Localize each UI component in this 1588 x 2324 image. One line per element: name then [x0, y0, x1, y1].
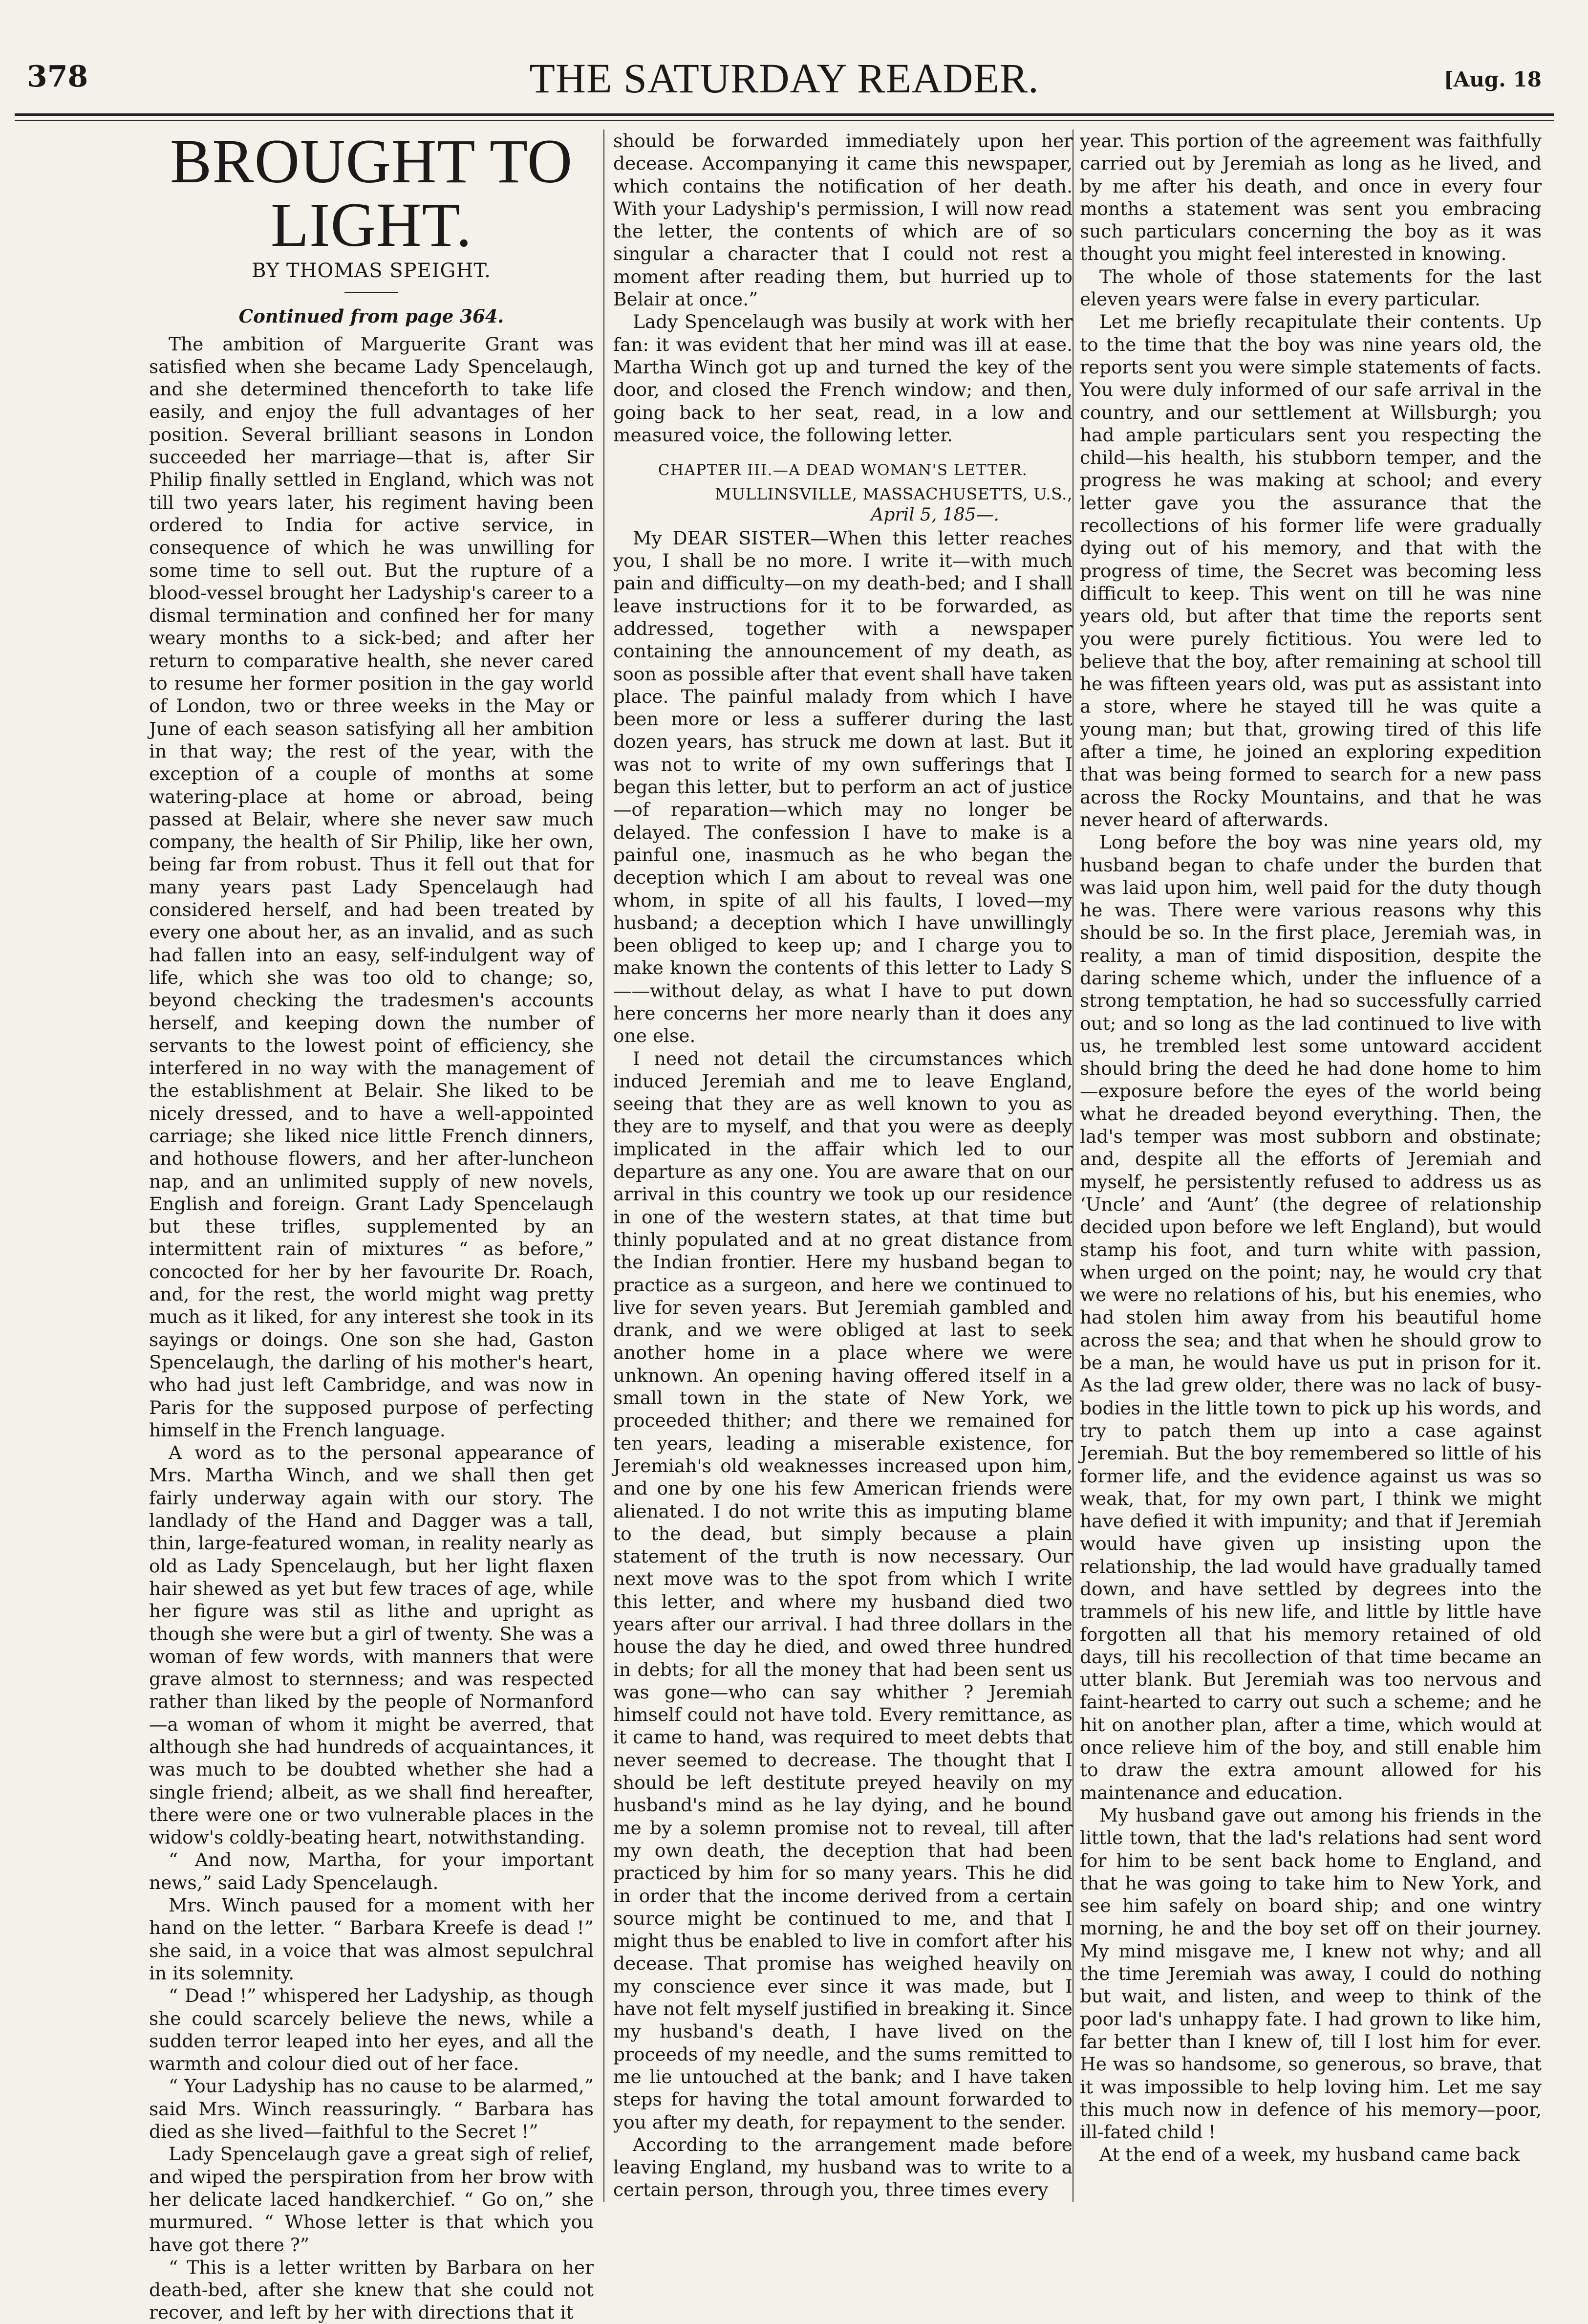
header-rule: [15, 113, 1554, 116]
paragraph: “ And now, Martha, for your important news,” said Lady Spencelaugh.: [149, 1849, 594, 1893]
issue-date: [Aug. 18: [1443, 67, 1542, 91]
paragraph: “ This is a letter written by Barbara on her death-bed, after she knew that she could not recover, and left by her with directions that it: [149, 2256, 594, 2324]
paragraph: The ambition of Marguerite Grant was satisfied when she became Lady Spencelaugh, and she determined thenceforth to take life easily, and enjoy the full advantages of her position. Several brilliant seasons in London succeeded her marriage—that is, after Sir Philip finally settled in England, which was not till two years later, his regiment having been ordered to India for active service, in consequence of which he was unwilling for some time to sell out. But the rupture of a blood-vessel brought her Ladyship's career to a dismal termination and confined her for many weary months to a sick-bed; and after her return to comparative health, she never cared to resume her former position in the gay world of London, two or three weeks in the May or June of each season satisfying all her ambition in that way; the rest of the year, with the exception of a couple of months at some watering-place at home or abroad, being passed at Belair, where she never saw much company, the health of Sir Philip, like her own, being far from robust. Thus it fell out that for many years past Lady Spencelaugh had considered herself, and had been treated by every one about her, as an invalid, and as such had fallen into an easy, self-indulgent way of life, which she was too old to change; so, beyond checking the tradesmen's accounts herself, and keeping down the number of servants to the lowest point of efficiency, she interfered in no way with the management of the establishment at Belair. She liked to be nicely dressed, and to have a well-appointed carriage; she liked nice little French dinners, and hothouse flowers, and her after-luncheon nap, and an unlimited supply of new novels, English and foreign. Grant Lady Spencelaugh but these trifles, supplemented by an intermittent rain of mixtures “ as before,” concocted for her by her favourite Dr. Roach, and, for the rest, the world might wag pretty much as it liked, for any interest she took in its sayings or doings. One son she had, Gaston Spencelaugh, the darling of his mother's heart, who had just left Cambridge, and was now in Paris for the supposed purpose of perfecting himself in the French language.: [149, 333, 594, 1441]
article-byline: BY THOMAS SPEIGHT.: [252, 260, 491, 282]
paragraph: “ Dead !” whispered her Ladyship, as though she could scarcely believe the news, while a sudden terror leaped into her eyes, and all the warmth and colour died out of her face.: [149, 1985, 594, 2075]
header-rule-thin: [15, 120, 1554, 121]
article-column-1: [149, 127, 594, 2324]
page-number: 378: [27, 60, 88, 94]
chapter-heading: CHAPTER III.—A DEAD WOMAN'S LETTER.: [658, 461, 1028, 479]
continued-note: Continued from page 364.: [238, 305, 504, 327]
paragraph: Lady Spencelaugh was busily at work with her fan: it was evident that her mind was ill at ease. Martha Winch got up and turned the key of the door, and closed the French window; and then, going back to her seat, read, in a low and measured voice, the following letter.: [613, 311, 1073, 446]
paragraph: My DEAR SISTER—When this letter reaches you, I shall be no more. I write it—with much pain and difficulty—on my death-bed; and I shall leave instructions for it to be forwarded, as addressed, together with a newspaper containing the announcement of my death, as soon as possible after that event shall have taken place. The painful malady from which I have been more or less a sufferer during the last dozen years, has struck me down at last. But it was not to write of my own sufferings that I began this letter, but to perform an act of justice—of reparation—which may no longer be delayed. The confession I have to make is a painful one, inasmuch as he who began the deception which I am about to reveal was one whom, in spite of all his faults, I loved—my husband; a deception which I have unwillingly been obliged to keep up; and I charge you to make known the contents of this letter to Lady S——without delay, as what I have to put down here concerns her more nearly than it does any one else.: [613, 527, 1073, 1047]
letter-date: April 5, 185—.: [871, 505, 999, 525]
article-column-2: [613, 130, 1073, 2202]
paragraph: Lady Spencelaugh gave a great sigh of relief, and wiped the perspiration from her brow with her delicate laced handkerchief. “ Go on,” she murmured. “ Whose letter is that which you have got there ?”: [149, 2143, 594, 2256]
column-divider: [603, 130, 604, 2202]
paragraph: According to the arrangement made before leaving England, my husband was to write to a certain person, through you, three times every: [613, 2133, 1073, 2201]
paragraph: The whole of those statements for the last eleven years were false in every particular.: [1080, 265, 1542, 310]
paragraph: Mrs. Winch paused for a moment with her hand on the letter. “ Barbara Kreefe is dead !” she said, in a voice that was almost sepulchral in its solemnity.: [149, 1894, 594, 1984]
paragraph: Let me briefly recapitulate their contents. Up to the time that the boy was nine years old, the reports sent you were simple statements of facts. You were duly informed of our safe arrival in the country, and our settlement at Willsburgh; you had ample particulars sent you respecting the child—his health, his stubborn temper, and the progress he was making at school; and every letter gave you the assurance that the recollections of his former life were gradually dying out of his memory, and that with the progress of time, the Secret was becoming less difficult to keep. This went on till he was nine years old, but after that time the reports sent you were purely fictitious. You were led to believe that the boy, after remaining at school till he was fifteen years old, was put as assistant into a store, where he stayed till he was quite a young man; but that, growing tired of this life after a time, he joined an exploring expedition that was being formed to search for a new pass across the Rocky Mountains, and that he was never heard of afterwards.: [1080, 311, 1542, 830]
paragraph: Long before the boy was nine years old, my husband began to chafe under the burden that was laid upon him, well paid for the duty though he was. There were various reasons why this should be so. In the first place, Jeremiah was, in reality, a man of timid disposition, despite the daring scheme which, under the influence of a strong temptation, he had so successfully carried out; and so long as the lad continued to live with us, he trembled lest some untoward accident should bring the deed he had done home to him—exposure before the eyes of the world being what he dreaded beyond everything. Then, the lad's temper was most subborn and obstinate; and, despite all the efforts of Jeremiah and myself, he persistently refused to address us as ‘Uncle’ and ‘Aunt’ (the degree of relationship decided upon before we left England), but would stamp his foot, and turn white with passion, when urged on the point; nay, he would cry that we were no relations of his, but his enemies, who had stolen him away from his beautiful home across the sea; and that when he should grow to be a man, he would have us put in prison for it. As the lad grew older, there was no lack of busy-bodies in the little town to pick up his words, and try to patch them up into a case against Jeremiah. But the boy remembered so little of his former life, and the evidence against us was so weak, that, for my own part, I think we might have defied it with impunity; and that if Jeremiah would have given up insisting upon the relationship, the lad would have gradually tamed down, and have settled by degrees into the trammels of his new life, and little by little have forgotten all that his memory retained of old days, till his recollection of that time became an utter blank. But Jeremiah was too nervous and faint-hearted to carry out such a scheme; and he hit on another plan, after a time, which would at once relieve him of the boy, and still enable him to draw the extra amount allowed for his maintenance and education.: [1080, 831, 1542, 1803]
masthead: [27, 54, 1542, 108]
paragraph: year. This portion of the agreement was faithfully carried out by Jeremiah as long as he lived, and by me after his death, and once in every four months a statement was sent you embracing such particulars concerning the boy as it was thought you might feel interested in knowing.: [1080, 130, 1542, 265]
article-headline: BROUGHT TO LIGHT.: [170, 127, 573, 260]
paragraph: At the end of a week, my husband came back: [1099, 2144, 1520, 2166]
journal-title: THE SATURDAY READER.: [529, 55, 1039, 102]
paragraph: My husband gave out among his friends in the little town, that the lad's relations had sent word for him to be sent back home to England, and that he was going to take him to New York, and see him safely on board ship; and one wintry morning, he and the boy set off on their journey. My mind misgave me, I knew not why; and all the time Jeremiah was away, I could do nothing but wait, and listen, and weep to think of the poor lad's unhappy fate. I had grown to like him, far better than I knew of, till I lost him for ever. He was so handsome, so generous, so brave, that it was impossible to help loving him. Let me say this much now in defence of his memory—poor, ill-fated child !: [1080, 1804, 1542, 2143]
paragraph: should be forwarded immediately upon her decease. Accompanying it came this newspaper, which contains the notification of her death. With your Ladyship's permission, I will now read the letter, the contents of which are of so singular a character that I could not rest a moment after reading them, but hurried up to Belair at once.”: [613, 130, 1073, 310]
paragraph: I need not detail the circumstances which induced Jeremiah and me to leave England, seeing that they are as well known to you as they are to myself, and that you were as deeply implicated in the affair which led to our departure as any one. You are aware that on our arrival in this country we took up our residence in one of the western states, at that time but thinly populated and at no great distance from the Indian frontier. Here my husband began to practice as a surgeon, and here we continued to live for seven years. But Jeremiah gambled and drank, and we were obliged at last to seek another home in a place where we were unknown. An opening having offered itself in a small town in the state of New York, we proceeded thither; and there we remained for ten years, leading a miserable existence, for Jeremiah's old weaknesses increased upon him, and one by one his few American friends were alienated. I do not write this as imputing blame to the dead, but simply because a plain statement of the truth is now necessary. Our next move was to the spot from which I write this letter, and where my husband died two years after our arrival. I had three dollars in the house the day he died, and owed three hundred in debts; for all the money that had been sent us was gone—who can say whither ? Jeremiah himself could not have told. Every remittance, as it came to hand, was required to meet debts that never seemed to decrease. The thought that I should be left destitute preyed heavily on my husband's mind as he lay dying, and he bound me by a solemn promise not to reveal, till after my own death, the deception that had been practiced by him for so many years. This he did in order that the income derived from a certain source might be continued to me, and that I might thus be enabled to live in comfort after his decease. That promise has weighed heavily on my conscience ever since it was made, but I have not felt myself justified in breaking it. Since my husband's death, I have lived on the proceeds of my needle, and the sums remitted to me lie untouched at the bank; and I have taken steps for having the total amount forwarded to you after my death, for repayment to the sender.: [613, 1047, 1073, 2133]
byline-rule: [344, 292, 398, 293]
article-column-3: [1080, 130, 1542, 2202]
letter-place: MULLINSVILLE, MASSACHUSETTS, U.S.,: [714, 484, 1073, 504]
paragraph: “ Your Ladyship has no cause to be alarmed,” said Mrs. Winch reassuringly. “ Barbara has died as she lived—faithful to the Secret !”: [149, 2075, 594, 2143]
paragraph: A word as to the personal appearance of Mrs. Martha Winch, and we shall then get fairly underway again with our story. The landlady of the Hand and Dagger was a tall, thin, large-featured woman, in reality nearly as old as Lady Spencelaugh, but her light flaxen hair shewed as yet but few traces of age, while her figure was stil as lithe and upright as though she were but a girl of twenty. She was a woman of few words, with manners that were grave almost to sternness; and was respected rather than liked by the people of Normanford—a woman of whom it might be averred, that although she had hundreds of acquaintances, it was much to be doubted whether she had a single friend; albeit, as we shall find hereafter, there were one or two vulnerable places in the widow's coldly-beating heart, notwithstanding.: [149, 1442, 594, 1848]
